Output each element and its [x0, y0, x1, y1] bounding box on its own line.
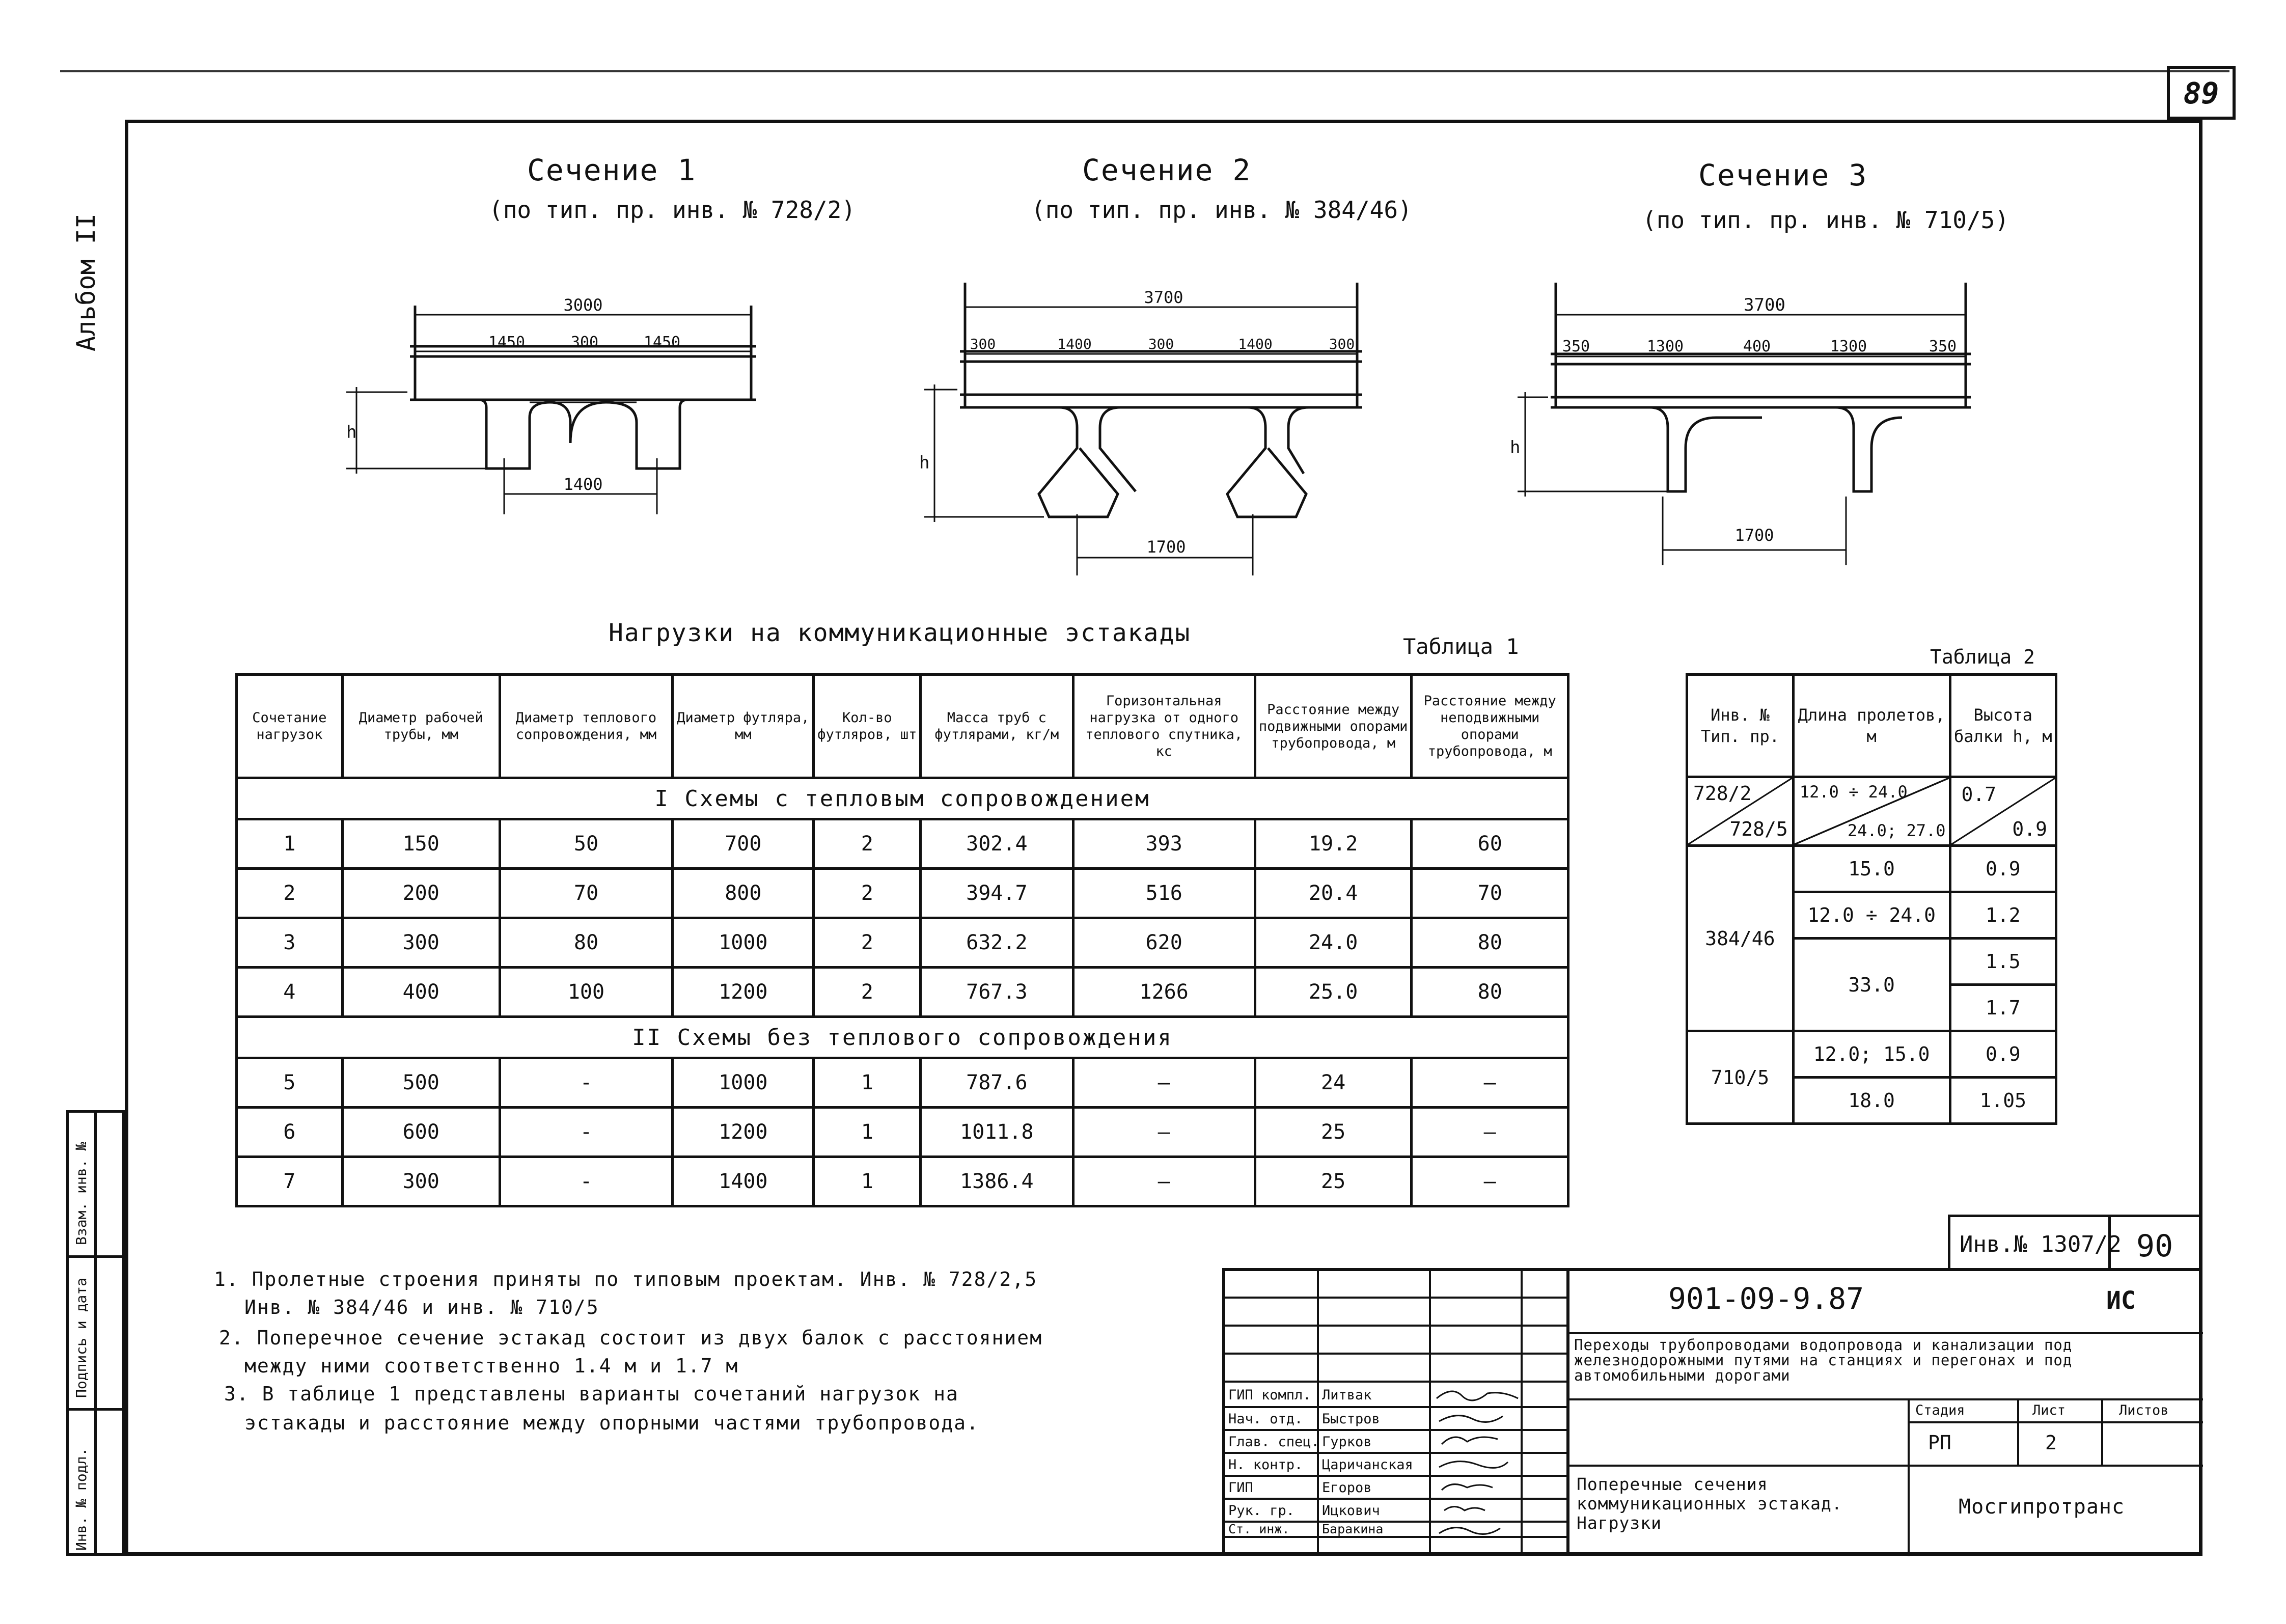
s1-dim-beam: 1400 [563, 475, 603, 494]
note-2: 2. Поперечное сечение эстакад состоит из двух балок с расстоянием [219, 1327, 1043, 1349]
s2-dim-h: h [919, 453, 930, 473]
s1-dim-c: 1450 [643, 334, 681, 351]
strip-line [69, 1255, 122, 1258]
s1-dim-b: 300 [570, 334, 599, 351]
stage-label: Стадия [1915, 1402, 1965, 1418]
s3-dim-a: 350 [1562, 338, 1590, 355]
cell: 5 [237, 1058, 343, 1108]
role-glav-spec: Глав. спец. [1228, 1434, 1319, 1450]
table-row [237, 918, 1568, 968]
name-litvak: Литвак [1322, 1387, 1372, 1403]
cell: 800 [673, 869, 814, 918]
name-barakina: Баракина [1322, 1522, 1384, 1536]
stage-value: РП [1928, 1432, 1951, 1454]
cell: 25.0 [1255, 968, 1412, 1017]
cell: 300 [342, 918, 500, 968]
cell: 80 [1412, 918, 1568, 968]
cell: 18.0 [1793, 1078, 1950, 1124]
section-3-subtitle: (по тип. пр. инв. № 710/5) [1642, 206, 2009, 234]
cell: 24.0 [1255, 918, 1412, 968]
group-heading-1: I Схемы с тепловым сопровождением [237, 778, 1568, 819]
th-movable-supports: Расстояние между подвижными опорами трубопровода, м [1255, 675, 1412, 778]
cell: 1 [814, 1058, 921, 1108]
name-egorov: Егоров [1322, 1480, 1372, 1496]
strip-vzam-inv: Взам. инв. № [73, 1142, 90, 1245]
cell-h-728 [1950, 777, 2056, 846]
note-1: 1. Пролетные строения приняты по типовым проектам. Инв. № 728/2,5 [214, 1268, 1038, 1290]
cell: 7 [237, 1157, 343, 1206]
cell: 70 [500, 869, 672, 918]
inv-728-2: 728/2 [1693, 782, 1752, 805]
cell: 25 [1255, 1157, 1412, 1206]
cell: 0.9 [1950, 846, 2056, 892]
note-3b: эстакады и расстояние между опорными частями трубопровода. [244, 1412, 979, 1434]
cell: — [1073, 1157, 1255, 1206]
cell: 1200 [673, 968, 814, 1017]
organization: Мосгипротранс [1959, 1495, 2125, 1519]
sheet-number: 90 [2136, 1228, 2173, 1264]
th-horizontal-load: Горизонтальная нагрузка от одного теплового спутника, кс [1073, 675, 1255, 778]
cell: 25 [1255, 1108, 1412, 1157]
cell: 0.9 [1950, 1031, 2056, 1078]
cell: 2 [814, 968, 921, 1017]
name-gurkov: Гурков [1322, 1434, 1372, 1450]
table-row [237, 968, 1568, 1017]
cell: — [1412, 1108, 1568, 1157]
cross-sections-drawing [0, 0, 2286, 611]
table-row [237, 869, 1568, 918]
table-header-row [237, 675, 1568, 778]
cell: 1266 [1073, 968, 1255, 1017]
cell: 1 [814, 1108, 921, 1157]
note-2b: между ними соответственно 1.4 м и 1.7 м [244, 1355, 739, 1377]
th-inv: Инв. № Тип. пр. [1687, 675, 1794, 777]
cell: 1.05 [1950, 1078, 2056, 1124]
inventory-box [1948, 1215, 2202, 1271]
cell: 4 [237, 968, 343, 1017]
th-pipe-mass: Масса труб с футлярами, кг/м [921, 675, 1073, 778]
s2-dim-a: 300 [970, 336, 996, 352]
cell: 60 [1412, 819, 1568, 869]
inv-728-5: 728/5 [1729, 818, 1788, 840]
cell: - [500, 1108, 672, 1157]
table2-label: Таблица 2 [1930, 646, 2035, 668]
role-gip: ГИП [1228, 1480, 1253, 1496]
cell: - [500, 1058, 672, 1108]
project-title: Переходы трубопроводами водопровода и канализации под железнодорожными путями на станциях и перегонах и под автомобильными дорогами [1574, 1336, 2073, 1384]
sheet-label: Лист [2032, 1402, 2066, 1418]
document-type: ИС [2106, 1286, 2136, 1315]
cell: 302.4 [921, 819, 1073, 869]
cell: 70 [1412, 869, 1568, 918]
section-1-title: Сечение 1 [527, 153, 697, 187]
cell: 150 [342, 819, 500, 869]
strip-inv-podl: Инв. № подл. [73, 1447, 90, 1551]
len-728-a: 12.0 ÷ 24.0 [1799, 782, 1908, 802]
cell: 24 [1255, 1058, 1412, 1108]
cell-inv-728 [1687, 777, 1794, 846]
s3-dim-d: 1300 [1830, 338, 1867, 355]
cell: 2 [237, 869, 343, 918]
cell: — [1073, 1108, 1255, 1157]
s3-dim-c: 400 [1743, 338, 1771, 355]
cell: 516 [1073, 869, 1255, 918]
table-row [237, 1108, 1568, 1157]
strip-sign-date: Подпись и дата [73, 1277, 90, 1398]
cell: 394.7 [921, 869, 1073, 918]
strip-line [69, 1408, 122, 1411]
cell-inv-384: 384/46 [1687, 846, 1794, 1031]
cell: 80 [1412, 968, 1568, 1017]
table1-title: Нагрузки на коммуникационные эстакады [609, 619, 1191, 647]
cell: — [1412, 1157, 1568, 1206]
cell: 12.0 ÷ 24.0 [1793, 892, 1950, 939]
th-fixed-supports: Расстояние между неподвижными опорами трубопровода, м [1412, 675, 1568, 778]
s3-dim-b: 1300 [1646, 338, 1684, 355]
h-728-b: 0.9 [2012, 818, 2047, 840]
cell: 15.0 [1793, 846, 1950, 892]
cell: 33.0 [1793, 939, 1950, 1031]
cell: 1 [237, 819, 343, 869]
s2-dim-c: 300 [1148, 336, 1174, 352]
cell-inv-710: 710/5 [1687, 1031, 1794, 1124]
s1-dim-total: 3000 [563, 295, 603, 315]
cell: 1.2 [1950, 892, 2056, 939]
s3-dim-e: 350 [1929, 338, 1957, 355]
section-2-title: Сечение 2 [1082, 153, 1252, 187]
drawing-title: Поперечные сечения коммуникационных эстакад. Нагрузки [1577, 1474, 1842, 1533]
s1-dim-h: h [346, 422, 357, 443]
name-bystrov: Быстров [1322, 1411, 1380, 1427]
table-row [237, 819, 1568, 869]
cell: 20.4 [1255, 869, 1412, 918]
role-st-inzh: Ст. инж. [1228, 1522, 1290, 1536]
len-728-b: 24.0; 27.0 [1847, 821, 1946, 840]
role-ruk-gr: Рук. гр. [1228, 1503, 1295, 1519]
strip-divider [94, 1113, 97, 1553]
s2-dim-total: 3700 [1144, 288, 1183, 307]
cell: 6 [237, 1108, 343, 1157]
cell: 3 [237, 918, 343, 968]
table-row [1687, 1031, 2056, 1078]
cell: 767.3 [921, 968, 1073, 1017]
cell: 400 [342, 968, 500, 1017]
title-block [1222, 1268, 2202, 1556]
s2-dim-d: 1400 [1238, 336, 1273, 352]
cell: 393 [1073, 819, 1255, 869]
cell: 12.0; 15.0 [1793, 1031, 1950, 1078]
album-label: Альбом II [71, 213, 101, 351]
s3-dim-beam: 1700 [1734, 526, 1774, 545]
cell: 1 [814, 1157, 921, 1206]
table-row [1687, 846, 2056, 892]
cell: — [1073, 1058, 1255, 1108]
cell: 2 [814, 918, 921, 968]
cell: 200 [342, 869, 500, 918]
role-gip-kompl: ГИП компл. [1228, 1387, 1311, 1403]
table-row [237, 1157, 1568, 1206]
name-tsarichanskaya: Царичанская [1322, 1457, 1413, 1473]
table-header-row [1687, 675, 2056, 777]
cell: 700 [673, 819, 814, 869]
cell: 620 [1073, 918, 1255, 968]
cell: 19.2 [1255, 819, 1412, 869]
section-3-title: Сечение 3 [1698, 158, 1868, 192]
name-itskovich: Ицкович [1322, 1503, 1380, 1519]
left-margin-strip [66, 1110, 125, 1556]
sheets-label: Листов [2119, 1402, 2169, 1418]
cell-len-728 [1793, 777, 1950, 846]
cell: 1011.8 [921, 1108, 1073, 1157]
cell: 100 [500, 968, 672, 1017]
cell: 50 [500, 819, 672, 869]
cell: 1.7 [1950, 985, 2056, 1031]
th-beam-height: Высота балки h, м [1950, 675, 2056, 777]
s2-dim-b: 1400 [1057, 336, 1092, 352]
cell: 632.2 [921, 918, 1073, 968]
note-1b: Инв. № 384/46 и инв. № 710/5 [244, 1296, 599, 1318]
section-1-subtitle: (по тип. пр. инв. № 728/2) [489, 196, 856, 224]
th-casing-diameter: Диаметр футляра, мм [673, 675, 814, 778]
cell: 1200 [673, 1108, 814, 1157]
cell: 80 [500, 918, 672, 968]
section-2-subtitle: (по тип. пр. инв. № 384/46) [1031, 196, 1412, 224]
role-nach-otd: Нач. отд. [1228, 1411, 1303, 1427]
role-n-kontr: Н. контр. [1228, 1457, 1303, 1473]
span-height-table [1686, 673, 2057, 1125]
cell: 1400 [673, 1157, 814, 1206]
th-span-length: Длина пролетов, м [1793, 675, 1950, 777]
cell: 1000 [673, 918, 814, 968]
s2-dim-beam: 1700 [1146, 537, 1186, 557]
loads-table [235, 673, 1569, 1207]
table-row [1687, 777, 2056, 846]
cell: - [500, 1157, 672, 1206]
s1-dim-a: 1450 [488, 334, 526, 351]
table-row [237, 1058, 1568, 1108]
cell: 787.6 [921, 1058, 1073, 1108]
h-728-a: 0.7 [1961, 783, 1997, 806]
cell: 500 [342, 1058, 500, 1108]
th-combination: Сочетание нагрузок [237, 675, 343, 778]
cell: 1.5 [1950, 939, 2056, 985]
document-code: 901-09-9.87 [1668, 1281, 1864, 1316]
page-number: 89 [2167, 66, 2236, 120]
cell: 300 [342, 1157, 500, 1206]
note-3: 3. В таблице 1 представлены варианты сочетаний нагрузок на [224, 1383, 959, 1405]
cell: 600 [342, 1108, 500, 1157]
s2-dim-e: 300 [1329, 336, 1355, 352]
cell: 2 [814, 819, 921, 869]
signatures [1431, 1381, 1521, 1556]
s3-dim-h: h [1510, 437, 1521, 458]
sheet-value: 2 [2045, 1432, 2057, 1454]
th-heat-tracing-diameter: Диаметр теплового сопровождения, мм [500, 675, 672, 778]
cell: 2 [814, 869, 921, 918]
th-casing-count: Кол-во футляров, шт [814, 675, 921, 778]
inv-number: Инв.№ 1307/2 [1960, 1231, 2122, 1257]
group-heading-2: II Схемы без теплового сопровождения [237, 1017, 1568, 1058]
cell: — [1412, 1058, 1568, 1108]
cell: 1000 [673, 1058, 814, 1108]
cell: 1386.4 [921, 1157, 1073, 1206]
th-pipe-diameter: Диаметр рабочей трубы, мм [342, 675, 500, 778]
table1-label: Таблица 1 [1403, 634, 1519, 659]
s3-dim-total: 3700 [1744, 295, 1785, 315]
